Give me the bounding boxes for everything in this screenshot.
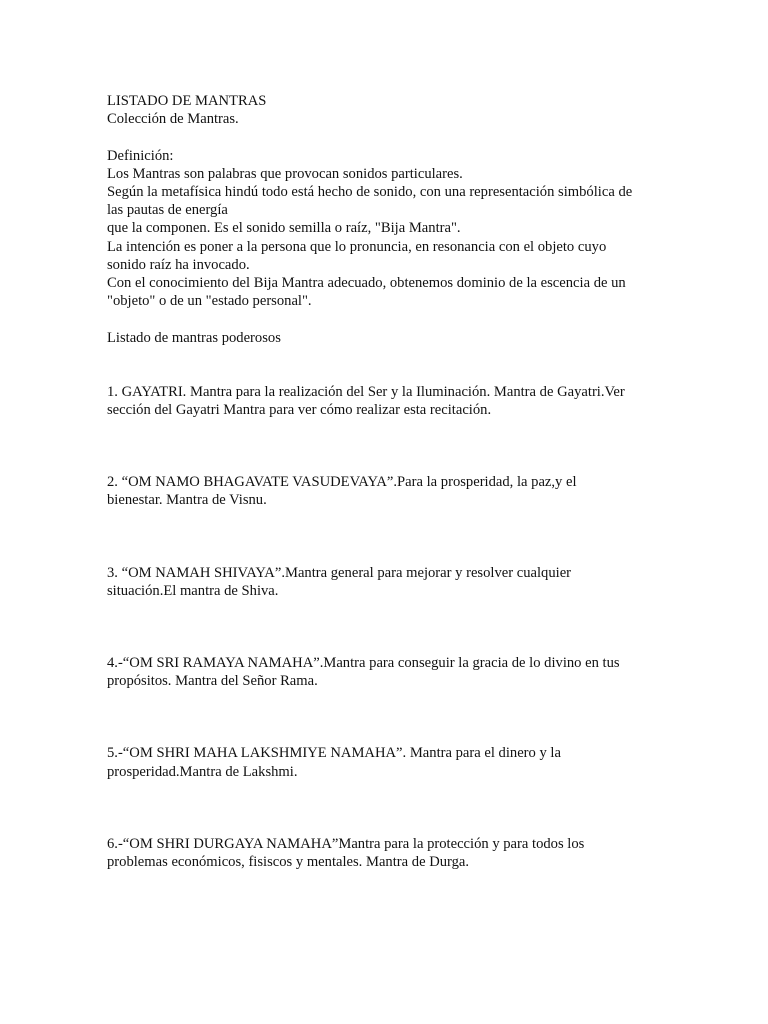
list-heading: Listado de mantras poderosos bbox=[107, 329, 281, 346]
spacer bbox=[107, 781, 667, 835]
document-page bbox=[107, 92, 667, 871]
list-item-line: 2. “OM NAMO BHAGAVATE VASUDEVAYA”.Para la prosperidad, la paz,y el bbox=[107, 474, 577, 491]
list-item-line: 5.-“OM SHRI MAHA LAKSHMIYE NAMAHA”. Mantra para el dinero y la bbox=[107, 745, 561, 762]
definition-line: Según la metafísica hindú todo está hecho de sonido, con una representación simbólica de bbox=[107, 184, 633, 200]
list-item-line: 4.-“OM SRI RAMAYA NAMAHA”.Mantra para conseguir la gracia de lo divino en tus bbox=[107, 655, 620, 672]
spacer bbox=[107, 510, 667, 564]
document-subtitle: Colección de Mantras. bbox=[107, 111, 239, 128]
definition-line: que la componen. Es el sonido semilla o raíz, "Bija Mantra". bbox=[107, 220, 461, 237]
list-item-line: sección del Gayatri Mantra para ver cómo realizar esta recitación. bbox=[107, 402, 492, 419]
definition-paragraph bbox=[107, 165, 667, 311]
definition-line: Los Mantras son palabras que provocan sonidos particulares. bbox=[107, 165, 463, 182]
list-item-line: situación.El mantra de Shiva. bbox=[107, 582, 279, 599]
spacer bbox=[107, 600, 667, 654]
list-item bbox=[107, 564, 667, 600]
list-item bbox=[107, 654, 667, 690]
list-item bbox=[107, 383, 667, 419]
definition-heading: Definición: bbox=[107, 147, 174, 164]
definition-line: las pautas de energía bbox=[107, 202, 228, 219]
list-item-line: problemas económicos, fisiscos y mentales. Mantra de Durga. bbox=[107, 854, 470, 871]
spacer bbox=[107, 128, 667, 146]
definition-line: sonido raíz ha invocado. bbox=[107, 256, 250, 273]
spacer bbox=[107, 419, 667, 473]
list-item-line: 6.-“OM SHRI DURGAYA NAMAHA”Mantra para la protección y para todos los bbox=[107, 835, 585, 852]
spacer bbox=[107, 310, 667, 328]
list-item-line: prosperidad.Mantra de Lakshmi. bbox=[107, 763, 298, 780]
list-item bbox=[107, 744, 667, 780]
mantra-list bbox=[107, 383, 667, 871]
list-item bbox=[107, 473, 667, 509]
list-item-line: propósitos. Mantra del Señor Rama. bbox=[107, 673, 318, 690]
list-item-line: 3. “OM NAMAH SHIVAYA”.Mantra general para mejorar y resolver cualquier bbox=[107, 564, 572, 581]
document-title: LISTADO DE MANTRAS bbox=[107, 93, 267, 109]
definition-line: La intención es poner a la persona que lo pronuncia, en resonancia con el objeto cuyo bbox=[107, 238, 607, 255]
definition-line: "objeto" o de un "estado personal". bbox=[107, 293, 312, 310]
list-item-line: bienestar. Mantra de Visnu. bbox=[107, 492, 267, 509]
definition-line: Con el conocimiento del Bija Mantra adecuado, obtenemos dominio de la escencia de un bbox=[107, 275, 626, 292]
spacer bbox=[107, 690, 667, 744]
spacer bbox=[107, 347, 667, 383]
list-item bbox=[107, 835, 667, 871]
list-item-line: 1. GAYATRI. Mantra para la realización del Ser y la Iluminación. Mantra de Gayatri.Ver bbox=[107, 383, 625, 400]
